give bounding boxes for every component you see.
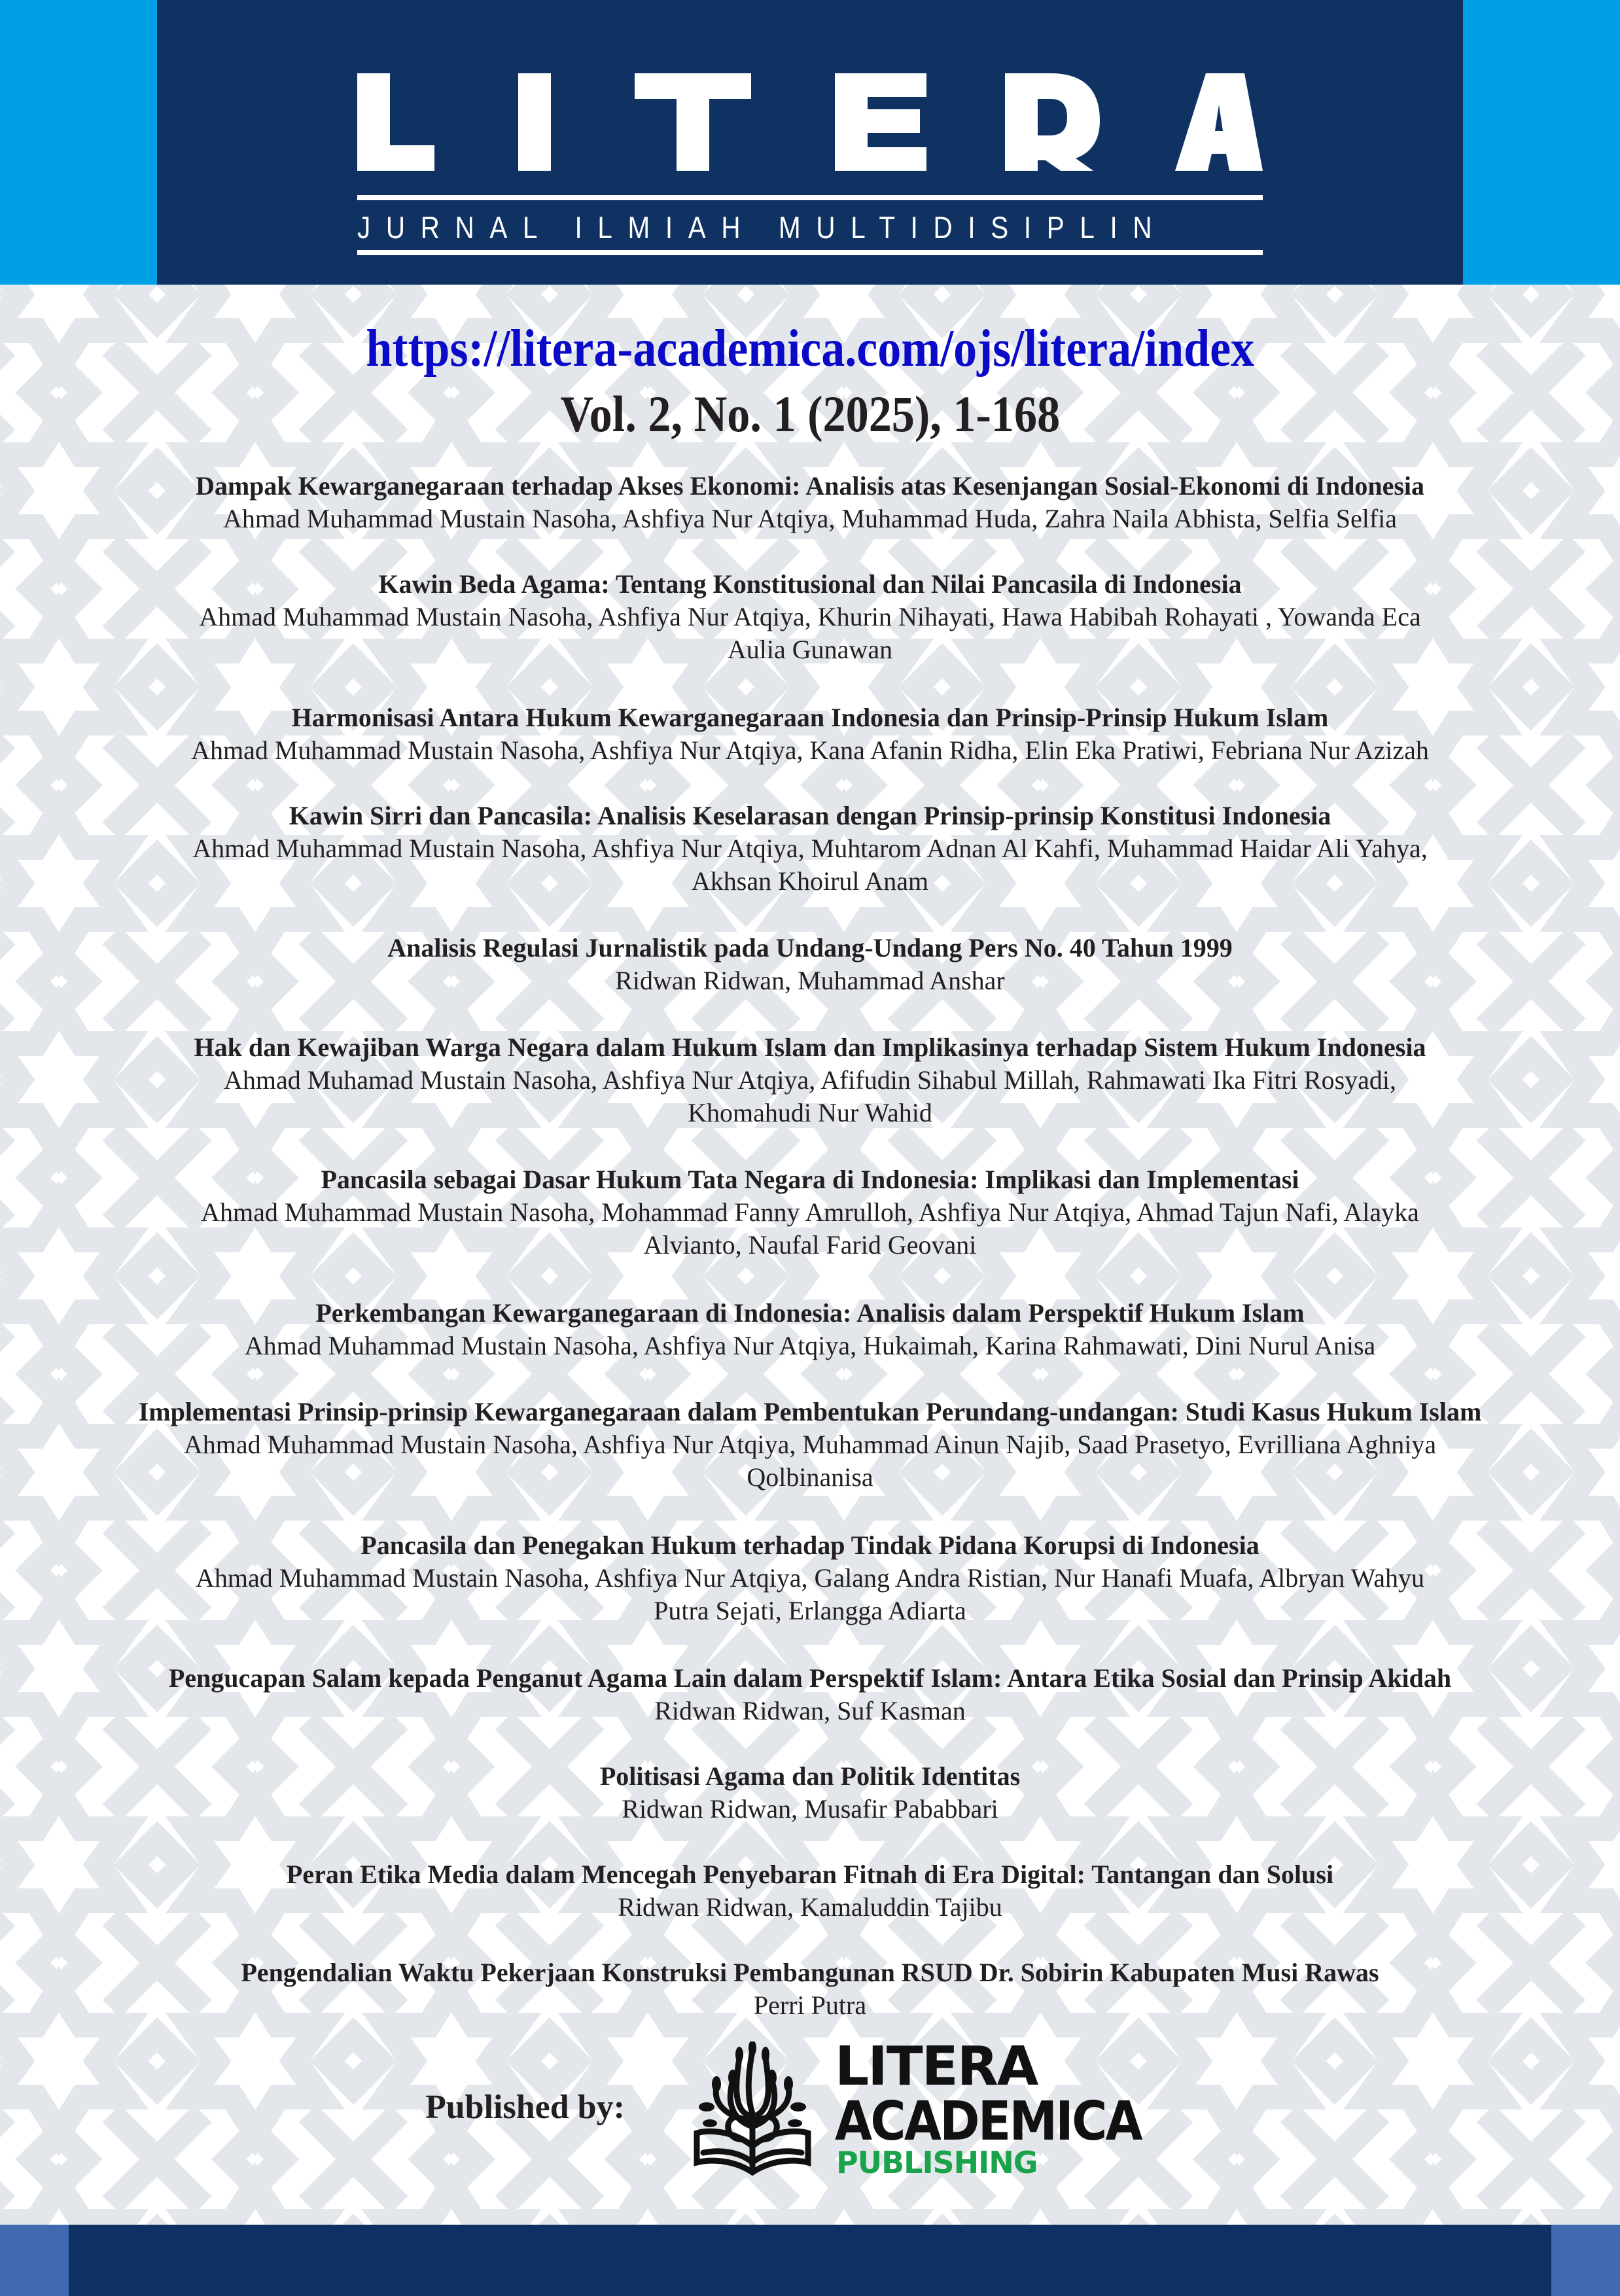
footer-bar	[0, 2225, 1620, 2296]
volume-info-text: Vol. 2, No. 1 (2025), 1-168	[560, 385, 1060, 442]
article-title[interactable]: Implementasi Prinsip-prinsip Kewarganegaraan dalam Pembentukan Perundang-undangan: Studi Kasus Hukum Islam	[138, 1397, 1482, 1426]
masthead-rule-bottom	[357, 250, 1263, 255]
article-authors: Ahmad Muhammad Mustain Nasoha, Ashfiya Nur Atqiya, Khurin Nihayati, Hawa Habibah Rohayati , Yowanda Eca	[199, 602, 1421, 631]
article-authors: Ridwan Ridwan, Suf Kasman	[654, 1696, 966, 1725]
header-accent-left	[0, 0, 157, 285]
article-authors: Ridwan Ridwan, Musafir Pababbari	[622, 1794, 998, 1824]
article-title[interactable]: Dampak Kewarganegaraan terhadap Akses Ekonomi: Analisis atas Kesenjangan Sosial-Ekonomi di Indonesia	[195, 471, 1425, 501]
article-title[interactable]: Harmonisasi Antara Hukum Kewarganegaraan Indonesia dan Prinsip-Prinsip Hukum Islam	[291, 703, 1329, 732]
article-entry[interactable]	[39, 1163, 1581, 1262]
article-authors: Ahmad Muhammad Mustain Nasoha, Ashfiya Nur Atqiya, Muhammad Huda, Zahra Naila Abhista, Selfia Selfia	[222, 504, 1398, 533]
article-authors: Ahmad Muhammad Mustain Nasoha, Ashfiya Nur Atqiya, Galang Andra Ristian, Nur Hanafi Muafa, Albryan Wahyu	[196, 1563, 1424, 1593]
publisher-name-line1: LITERA	[835, 2036, 1038, 2098]
article-title[interactable]: Analisis Regulasi Jurnalistik pada Undang-Undang Pers No. 40 Tahun 1999	[387, 933, 1233, 963]
article-authors-continued: Putra Sejati, Erlangga Adiarta	[654, 1596, 966, 1625]
article-title[interactable]: Pengucapan Salam kepada Penganut Agama Lain dalam Perspektif Islam: Antara Etika Sosial dan Prinsip Akidah	[168, 1663, 1452, 1693]
article-entry[interactable]	[39, 470, 1581, 535]
article-authors: Ahmad Muhamad Mustain Nasoha, Ashfiya Nur Atqiya, Afifudin Sihabul Millah, Rahmawati Ika Fitri Rosyadi,	[223, 1065, 1396, 1095]
article-authors: Ahmad Muhammad Mustain Nasoha, Ashfiya Nur Atqiya, Kana Afanin Ridha, Elin Eka Pratiwi, Febriana Nur Azizah	[191, 735, 1429, 765]
journal-url-text[interactable]: https://litera-academica.com/ojs/litera/index	[366, 320, 1254, 378]
article-authors: Ahmad Muhammad Mustain Nasoha, Mohammad Fanny Amrulloh, Ashfiya Nur Atqiya, Ahmad Tajun Nafi, Alayka	[201, 1197, 1419, 1227]
article-title[interactable]: Pengendalian Waktu Pekerjaan Konstruksi Pembangunan RSUD Dr. Sobirin Kabupaten Musi Rawas	[241, 1958, 1379, 1987]
article-entry[interactable]	[39, 1858, 1581, 1924]
article-title[interactable]: Pancasila sebagai Dasar Hukum Tata Negara di Indonesia: Implikasi dan Implementasi	[321, 1165, 1299, 1194]
article-authors-continued: Aulia Gunawan	[727, 635, 893, 664]
article-entry[interactable]	[39, 1662, 1581, 1727]
tree-book-icon	[687, 2041, 818, 2176]
footer-accent-left	[0, 2225, 69, 2296]
article-authors-continued: Qolbinanisa	[747, 1462, 873, 1492]
footer-accent-right	[1551, 2225, 1620, 2296]
masthead-rule-top	[357, 195, 1263, 200]
article-title[interactable]: Peran Etika Media dalam Mencegah Penyebaran Fitnah di Era Digital: Tantangan dan Solusi	[286, 1860, 1334, 1889]
article-title[interactable]: Kawin Sirri dan Pancasila: Analisis Keselarasan dengan Prinsip-prinsip Konstitusi Indonesia	[289, 801, 1331, 830]
article-entry[interactable]	[39, 1396, 1581, 1494]
article-authors-continued: Alvianto, Naufal Farid Geovani	[643, 1230, 977, 1260]
article-authors: Ahmad Muhammad Mustain Nasoha, Ashfiya Nur Atqiya, Muhammad Ainun Najib, Saad Prasetyo, Evrilliana Aghniya	[183, 1430, 1437, 1459]
article-entry[interactable]	[39, 701, 1581, 767]
article-entry[interactable]	[39, 1031, 1581, 1129]
article-authors: Perri Putra	[753, 1990, 867, 2020]
publisher-name-line2: ACADEMICA	[835, 2091, 1141, 2153]
journal-masthead-logo	[357, 73, 1263, 171]
article-authors-continued: Khomahudi Nur Wahid	[688, 1098, 932, 1127]
article-entry[interactable]	[39, 1529, 1581, 1627]
publisher-name-line3: PUBLISHING	[836, 2145, 1038, 2180]
article-title[interactable]: Kawin Beda Agama: Tentang Konstitusional dan Nilai Pancasila di Indonesia	[378, 569, 1242, 599]
article-authors: Ridwan Ridwan, Kamaluddin Tajibu	[618, 1892, 1002, 1922]
article-title[interactable]: Politisasi Agama dan Politik Identitas	[599, 1761, 1021, 1791]
article-authors-continued: Akhsan Khoirul Anam	[691, 866, 929, 896]
volume-info	[0, 385, 1620, 444]
article-title[interactable]: Perkembangan Kewarganegaraan di Indonesia: Analisis dalam Perspektif Hukum Islam	[315, 1298, 1305, 1328]
article-title[interactable]: Hak dan Kewajiban Warga Negara dalam Hukum Islam dan Implikasinya terhadap Sistem Hukum Indonesia	[194, 1033, 1426, 1062]
article-entry[interactable]	[39, 800, 1581, 898]
article-authors: Ridwan Ridwan, Muhammad Anshar	[615, 966, 1005, 995]
journal-url-link[interactable]	[0, 319, 1620, 378]
article-authors: Ahmad Muhammad Mustain Nasoha, Ashfiya Nur Atqiya, Hukaimah, Karina Rahmawati, Dini Nurul Anisa	[244, 1331, 1376, 1360]
journal-subtitle: JURNAL ILMIAH MULTIDISIPLIN	[357, 210, 1168, 245]
article-entry[interactable]	[39, 932, 1581, 997]
article-entry[interactable]	[39, 1760, 1581, 1826]
published-by-label: Published by:	[425, 2089, 625, 2126]
article-authors: Ahmad Muhammad Mustain Nasoha, Ashfiya Nur Atqiya, Muhtarom Adnan Al Kahfi, Muhammad Haidar Ali Yahya,	[192, 834, 1428, 863]
article-title[interactable]: Pancasila dan Penegakan Hukum terhadap Tindak Pidana Korupsi di Indonesia	[361, 1530, 1259, 1560]
article-entry[interactable]	[39, 1956, 1581, 2022]
article-entry[interactable]	[39, 568, 1581, 666]
article-entry[interactable]	[39, 1297, 1581, 1362]
header-accent-right	[1463, 0, 1620, 285]
